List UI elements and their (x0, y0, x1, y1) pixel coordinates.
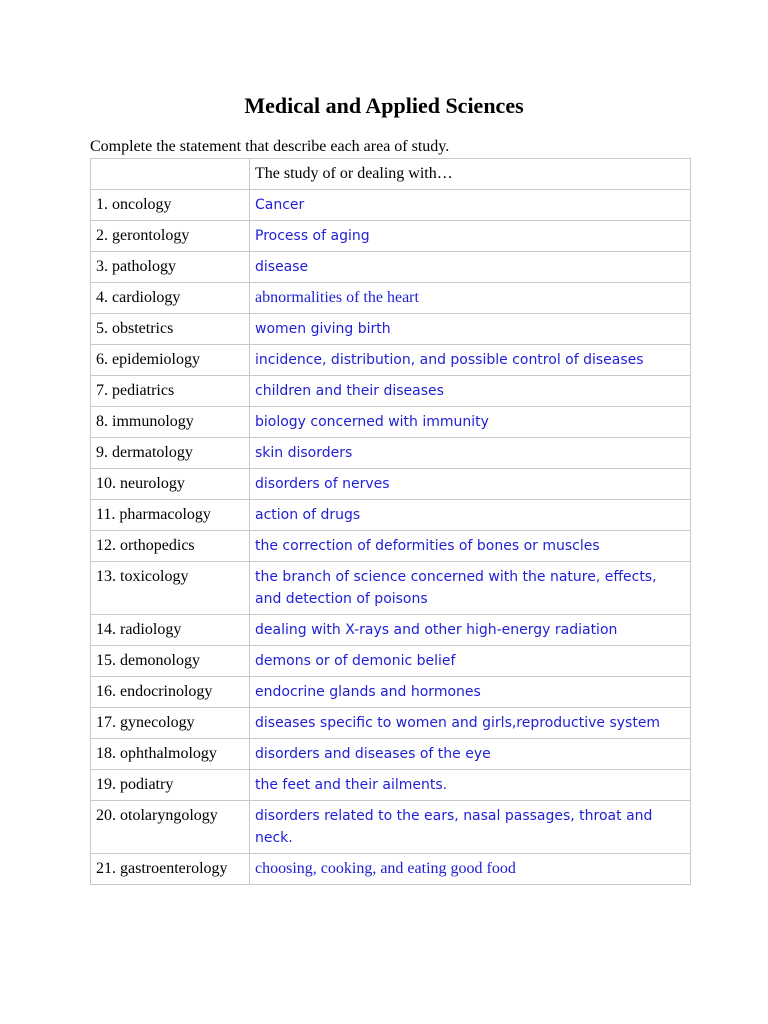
table-row (91, 345, 691, 376)
term-cell: 21. gastroenterology (91, 854, 250, 885)
definition-cell: choosing, cooking, and eating good food (250, 854, 691, 885)
definition-cell: diseases specific to women and girls,reproductive system (250, 708, 691, 739)
definition-cell: skin disorders (250, 438, 691, 469)
definition-cell: children and their diseases (250, 376, 691, 407)
term-cell: 14. radiology (91, 615, 250, 646)
term-cell: 7. pediatrics (91, 376, 250, 407)
table-row (91, 677, 691, 708)
definition-cell: the branch of science concerned with the nature, effects, and detection of poisons (250, 562, 691, 615)
table-row (91, 438, 691, 469)
table-row (91, 739, 691, 770)
instruction-text: Complete the statement that describe each area of study. (90, 138, 450, 155)
definition-cell: the feet and their ailments. (250, 770, 691, 801)
study-table (90, 158, 691, 885)
term-cell: 16. endocrinology (91, 677, 250, 708)
term-cell: 12. orthopedics (91, 531, 250, 562)
definition-cell: disorders related to the ears, nasal passages, throat and neck. (250, 801, 691, 854)
term-cell: 4. cardiology (91, 283, 250, 314)
term-cell: 11. pharmacology (91, 500, 250, 531)
term-cell: 20. otolaryngology (91, 801, 250, 854)
table-row (91, 562, 691, 615)
definition-cell: disorders and diseases of the eye (250, 739, 691, 770)
definition-cell: demons or of demonic belief (250, 646, 691, 677)
table-row (91, 376, 691, 407)
table-row (91, 708, 691, 739)
term-cell: 13. toxicology (91, 562, 250, 615)
definition-cell: disease (250, 252, 691, 283)
table-row (91, 252, 691, 283)
term-cell: 6. epidemiology (91, 345, 250, 376)
definition-cell: Cancer (250, 190, 691, 221)
table-row (91, 221, 691, 252)
table-row (91, 615, 691, 646)
term-cell: 10. neurology (91, 469, 250, 500)
definition-cell: action of drugs (250, 500, 691, 531)
term-cell: 17. gynecology (91, 708, 250, 739)
table-header-row (91, 159, 691, 190)
definition-cell: dealing with X-rays and other high-energy radiation (250, 615, 691, 646)
definition-cell: women giving birth (250, 314, 691, 345)
term-cell: 2. gerontology (91, 221, 250, 252)
table-row (91, 190, 691, 221)
header-definition-cell: The study of or dealing with… (250, 159, 691, 190)
term-cell: 15. demonology (91, 646, 250, 677)
table-row (91, 314, 691, 345)
table-row (91, 283, 691, 314)
definition-cell: the correction of deformities of bones or muscles (250, 531, 691, 562)
term-cell: 3. pathology (91, 252, 250, 283)
table-row (91, 469, 691, 500)
table-row (91, 854, 691, 885)
definition-cell: disorders of nerves (250, 469, 691, 500)
term-cell: 1. oncology (91, 190, 250, 221)
term-cell: 19. podiatry (91, 770, 250, 801)
term-cell: 18. ophthalmology (91, 739, 250, 770)
definition-cell: endocrine glands and hormones (250, 677, 691, 708)
table-row (91, 500, 691, 531)
definition-cell: biology concerned with immunity (250, 407, 691, 438)
table-row (91, 801, 691, 854)
definition-cell: Process of aging (250, 221, 691, 252)
table-row (91, 646, 691, 677)
table-row (91, 770, 691, 801)
definition-cell: incidence, distribution, and possible control of diseases (250, 345, 691, 376)
header-term-cell (91, 159, 250, 190)
definition-cell: abnormalities of the heart (250, 283, 691, 314)
page-title: Medical and Applied Sciences (244, 93, 524, 118)
term-cell: 9. dermatology (91, 438, 250, 469)
term-cell: 8. immunology (91, 407, 250, 438)
table-row (91, 531, 691, 562)
term-cell: 5. obstetrics (91, 314, 250, 345)
table-row (91, 407, 691, 438)
